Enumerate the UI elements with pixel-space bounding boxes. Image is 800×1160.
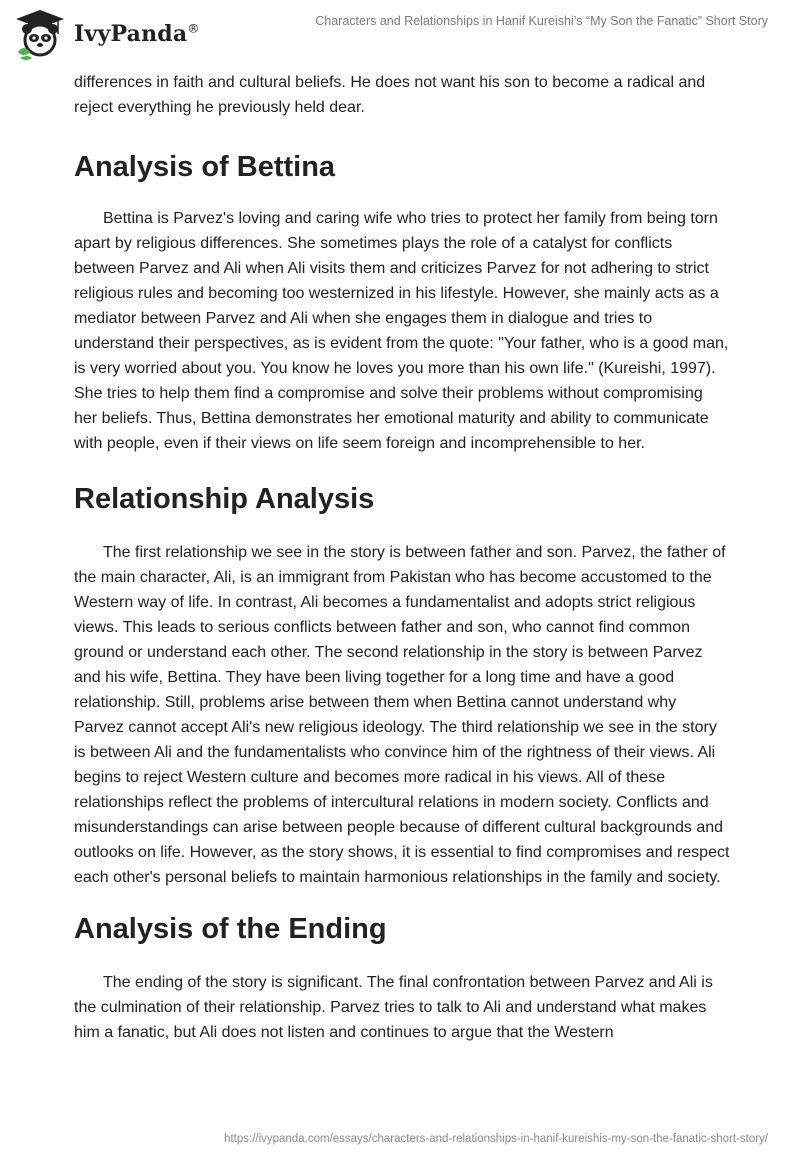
paragraph-analysis-of-the-ending: The ending of the story is significant. The final confrontation between Parvez and Ali is the culmination of their relationship. Parvez tries to talk to Ali and understand what makes him a fanatic, but Ali does not listen and continues to argue that the Western [74, 974, 713, 1041]
page-header [0, 0, 800, 66]
heading-relationship-analysis: Relationship Analysis [74, 483, 375, 515]
paragraph-analysis-of-bettina: Bettina is Parvez's loving and caring wife who tries to protect her family from being torn apart by religious differences. She sometimes plays the role of a catalyst for conflicts between Parvez and Ali when Ali visits them and criticizes Parvez for not adhering to strict religious rules and becoming too westernized in his lifestyle. However, she mainly acts as a mediator between Parvez and Ali when she engages them in dialogue and tries to understand their perspectives, as is evident from the quote: "Your father, who is a good man, is very worried about you. You know he loves you more than his own life." (Kureishi, 1997). She tries to help them find a compromise and solve their problems without compromising her beliefs. Thus, Bettina demonstrates her emotional maturity and ability to communicate with people, even if their views on life seem foreign and incomprehensible to her. [74, 210, 729, 452]
heading-analysis-of-bettina: Analysis of Bettina [74, 151, 336, 183]
source-url[interactable]: https://ivypanda.com/essays/characters-and-relationships-in-hanif-kureishis-my-son-the-fanatic-short-story/ [224, 1133, 768, 1145]
essay-content [74, 70, 730, 1045]
heading-analysis-of-the-ending: Analysis of the Ending [74, 913, 387, 945]
logo-wordmark: IvyPanda® [74, 21, 200, 47]
paragraph-relationship-analysis: The first relationship we see in the story is between father and son. Parvez, the father of the main character, Ali, is an immigrant from Pakistan who has become accustomed to the Western way of life. In contrast, Ali becomes a fundamentalist and adopts strict religious views. This leads to serious conflicts between father and son, who cannot find common ground or understand each other. The second relationship in the story is between Parvez and his wife, Bettina. They have been living together for a long time and have a good relationship. Still, problems arise between them when Bettina cannot understand why Parvez cannot accept Ali's new religious ideology. The third relationship we see in the story is between Ali and the fundamentalists who convince him of the rightness of their views. Ali begins to reject Western culture and becomes more radical in his views. All of these relationships reflect the problems of intercultural relations in modern society. Conflicts and misunderstandings can arise between people because of different cultural backgrounds and outlooks on life. However, as the story shows, it is essential to find compromises and respect each other's personal beliefs to maintain harmonious relationships in the family and society. [74, 544, 730, 886]
panda-graduate-icon [14, 8, 66, 60]
intro-paragraph: differences in faith and cultural beliefs. He does not want his son to become a radical and reject everything he previously held dear. [74, 74, 706, 116]
document-title: Characters and Relationships in Hanif Kureishi’s “My Son the Fanatic” Short Story [315, 14, 768, 28]
ivypanda-logo[interactable] [14, 8, 214, 60]
